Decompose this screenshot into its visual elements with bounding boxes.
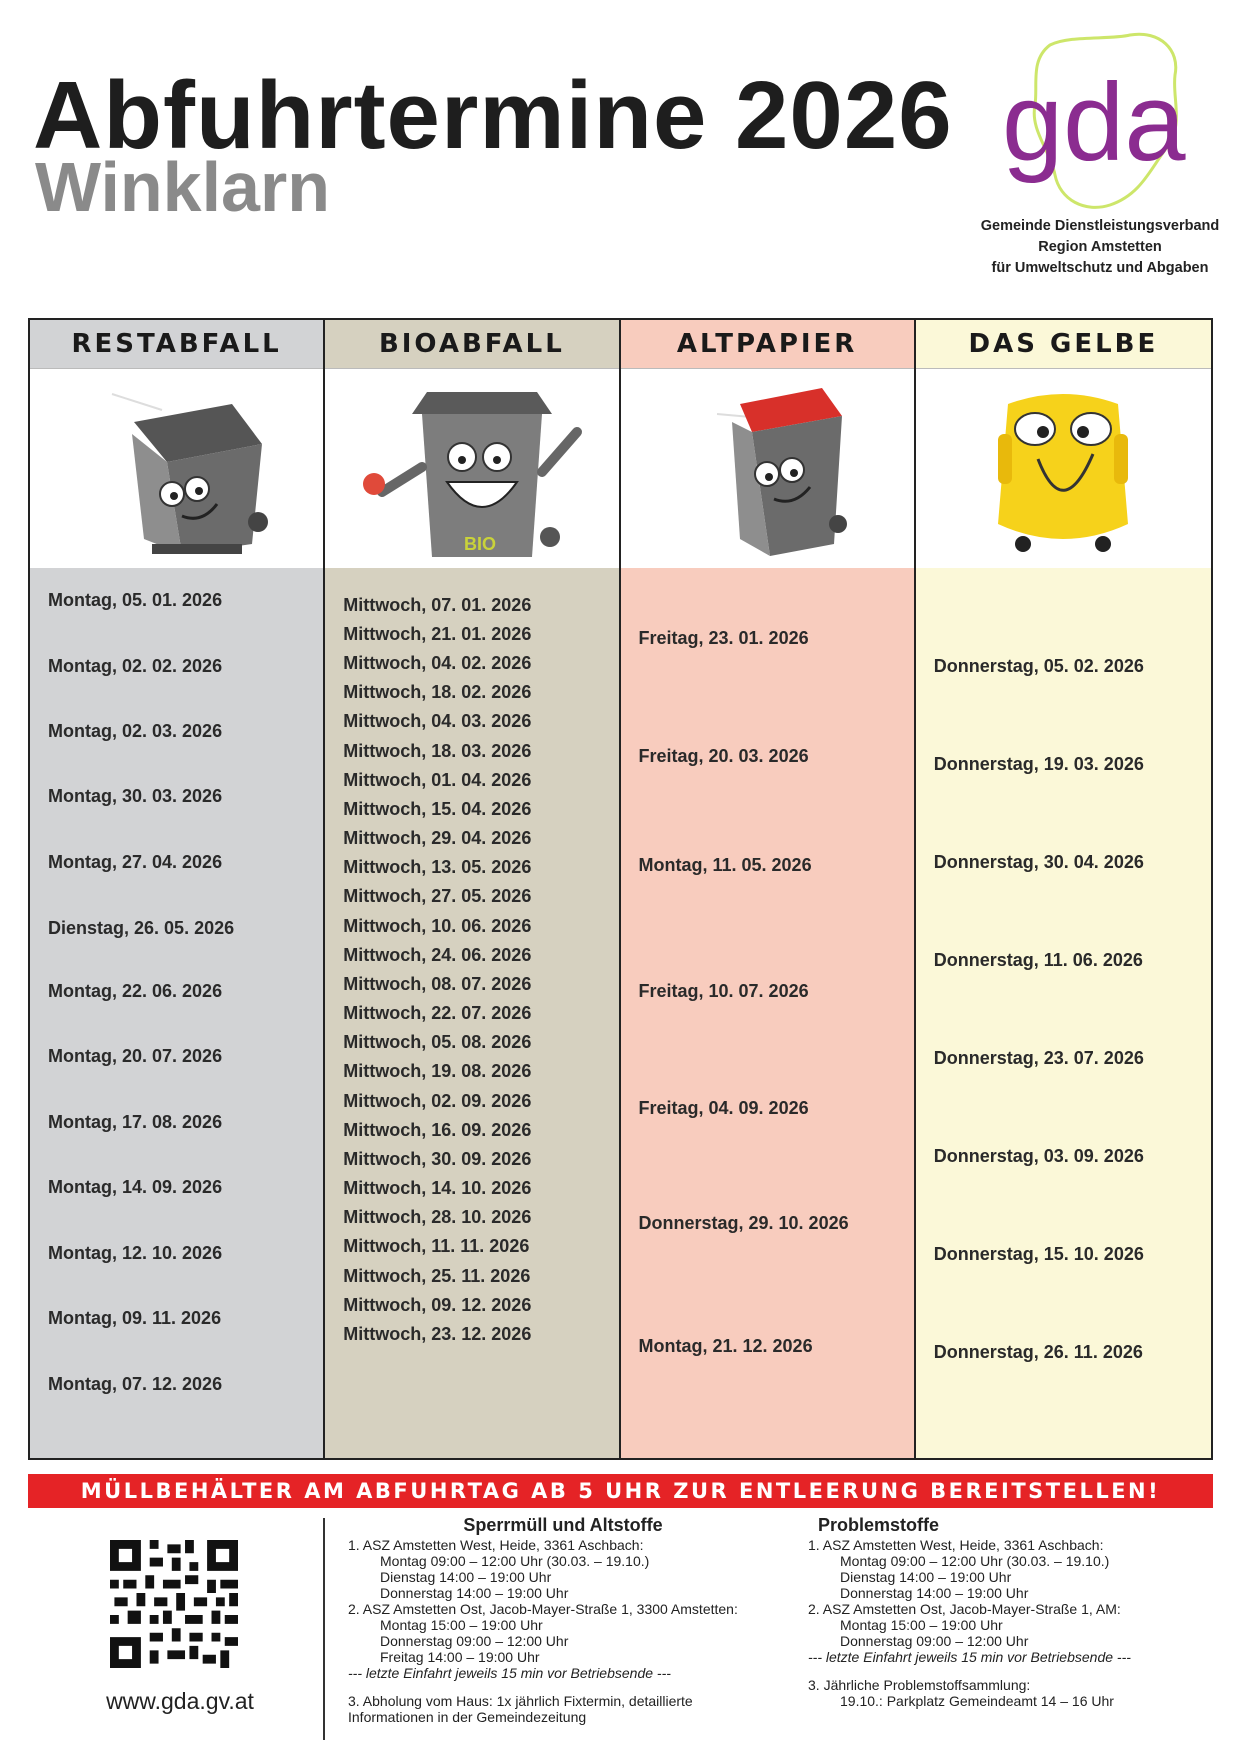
pickup-date: Donnerstag, 26. 11. 2026 [933, 1342, 1143, 1362]
column-altpapier [621, 320, 916, 1458]
info-line: Freitag 14:00 – 19:00 Uhr [380, 1649, 540, 1665]
pickup-date: Mittwoch, 16. 09. 2026 [343, 1120, 532, 1140]
info-line: 2. ASZ Amstetten Ost, Jacob-Mayer-Straße 1, 3300 Amstetten: [348, 1601, 738, 1617]
pickup-date: Mittwoch, 24. 06. 2026 [343, 945, 532, 965]
info-line: 3. Abholung vom Haus: 1x jährlich Fixtermin, detaillierte [348, 1693, 693, 1709]
pickup-date: Mittwoch, 09. 12. 2026 [343, 1295, 532, 1315]
pickup-date: Mittwoch, 13. 05. 2026 [343, 857, 532, 877]
pickup-date: Donnerstag, 03. 09. 2026 [933, 1146, 1144, 1166]
website-link[interactable]: www.gda.gv.at [106, 1688, 254, 1714]
info-line: Informationen in der Gemeindezeitung [348, 1709, 587, 1725]
pickup-date: Montag, 21. 12. 2026 [638, 1336, 813, 1356]
logo-caption-line: Gemeinde Dienstleistungsverband [980, 218, 1220, 234]
bio-bin-icon [342, 372, 602, 567]
pickup-date: Montag, 22. 06. 2026 [48, 981, 223, 1001]
pickup-date: Mittwoch, 04. 03. 2026 [343, 711, 532, 731]
column-heading: DAS GELBE [916, 320, 1211, 369]
pickup-date: Freitag, 04. 09. 2026 [638, 1098, 809, 1118]
column-dates [30, 568, 323, 1458]
page-title: Abfuhrtermine 2026 [33, 62, 953, 169]
section-title: Problemstoffe [818, 1515, 940, 1535]
pickup-date: Donnerstag, 29. 10. 2026 [638, 1213, 849, 1233]
notice-banner: MÜLLBEHÄLTER AM ABFUHRTAG AB 5 UHR ZUR ENTLEERUNG BEREITSTELLEN! [28, 1474, 1213, 1508]
info-line: Montag 15:00 – 19:00 Uhr [840, 1617, 1003, 1633]
grey-bin-icon [72, 374, 282, 564]
pickup-date: Mittwoch, 01. 04. 2026 [343, 770, 532, 790]
pickup-date: Mittwoch, 25. 11. 2026 [343, 1266, 531, 1286]
pickup-date: Mittwoch, 15. 04. 2026 [343, 799, 532, 819]
pickup-date: Mittwoch, 27. 05. 2026 [343, 886, 532, 906]
info-line: Dienstag 14:00 – 19:00 Uhr [380, 1569, 552, 1585]
pickup-date: Montag, 02. 03. 2026 [48, 721, 223, 741]
pickup-date: Mittwoch, 02. 09. 2026 [343, 1091, 532, 1111]
info-line: 1. ASZ Amstetten West, Heide, 3361 Aschbach: [808, 1537, 1104, 1553]
column-bioabfall [325, 320, 620, 1458]
pickup-date: Mittwoch, 11. 11. 2026 [343, 1236, 530, 1256]
pickup-date: Donnerstag, 23. 07. 2026 [933, 1048, 1144, 1068]
pickup-date: Donnerstag, 30. 04. 2026 [933, 852, 1144, 872]
pickup-date: Mittwoch, 14. 10. 2026 [343, 1178, 532, 1198]
pickup-date: Montag, 05. 01. 2026 [48, 590, 223, 610]
qr-code-icon[interactable] [110, 1540, 238, 1668]
pickup-date: Montag, 02. 02. 2026 [48, 656, 223, 676]
pickup-date: Mittwoch, 18. 03. 2026 [343, 741, 532, 761]
pickup-date: Mittwoch, 22. 07. 2026 [343, 1003, 532, 1023]
pickup-date: Freitag, 20. 03. 2026 [638, 746, 809, 766]
pickup-date: Mittwoch, 19. 08. 2026 [343, 1061, 532, 1081]
info-line: Donnerstag 09:00 – 12:00 Uhr [380, 1633, 569, 1649]
pickup-date: Freitag, 23. 01. 2026 [638, 628, 809, 648]
info-line: Donnerstag 14:00 – 19:00 Uhr [840, 1585, 1029, 1601]
info-line: Donnerstag 09:00 – 12:00 Uhr [840, 1633, 1029, 1649]
column-heading: RESTABFALL [30, 320, 323, 369]
gda-logo-icon [990, 30, 1210, 230]
column-dates [325, 568, 618, 1458]
info-line: Montag 09:00 – 12:00 Uhr (30.03. – 19.10.) [380, 1553, 650, 1569]
pickup-date: Montag, 14. 09. 2026 [48, 1177, 223, 1197]
pickup-date: Montag, 09. 11. 2026 [48, 1308, 222, 1328]
info-note: --- letzte Einfahrt jeweils 15 min vor Betriebsende --- [808, 1649, 1131, 1665]
pickup-date: Montag, 12. 10. 2026 [48, 1243, 223, 1263]
info-line: Montag 15:00 – 19:00 Uhr [380, 1617, 543, 1633]
pickup-date: Montag, 17. 08. 2026 [48, 1112, 223, 1132]
info-line: Donnerstag 14:00 – 19:00 Uhr [380, 1585, 569, 1601]
pickup-date: Mittwoch, 07. 01. 2026 [343, 595, 532, 615]
pickup-date: Montag, 07. 12. 2026 [48, 1374, 223, 1394]
page-subtitle: Winklarn [35, 148, 330, 226]
pickup-date: Mittwoch, 23. 12. 2026 [343, 1324, 532, 1344]
pickup-date: Freitag, 10. 07. 2026 [638, 981, 809, 1001]
logo-caption-line: Region Amstetten [1038, 239, 1162, 255]
logo-text: gda [1002, 61, 1186, 184]
info-line: 19.10.: Parkplatz Gemeindeamt 14 – 16 Uhr [840, 1693, 1114, 1709]
pickup-date: Donnerstag, 11. 06. 2026 [933, 950, 1143, 970]
info-line: 2. ASZ Amstetten Ost, Jacob-Mayer-Straße 1, AM: [808, 1601, 1121, 1617]
pickup-date: Montag, 30. 03. 2026 [48, 786, 223, 806]
pickup-date: Mittwoch, 30. 09. 2026 [343, 1149, 532, 1169]
pickup-date: Dienstag, 26. 05. 2026 [48, 918, 235, 938]
column-dates [916, 568, 1211, 1458]
logo-caption-line: für Umweltschutz und Abgaben [991, 260, 1209, 276]
column-heading: BIOABFALL [325, 320, 618, 369]
logo-caption [970, 216, 1230, 279]
pickup-date: Mittwoch, 18. 02. 2026 [343, 682, 532, 702]
paper-bin-icon [662, 374, 872, 564]
column-heading: ALTPAPIER [621, 320, 914, 369]
pickup-date: Mittwoch, 10. 06. 2026 [343, 916, 532, 936]
yellow-bin-icon [973, 374, 1153, 564]
pickup-date: Mittwoch, 21. 01. 2026 [343, 624, 532, 644]
sperrmuell-info [348, 1517, 778, 1725]
pickup-date: Donnerstag, 19. 03. 2026 [933, 754, 1144, 774]
info-line: Montag 09:00 – 12:00 Uhr (30.03. – 19.10.) [840, 1553, 1110, 1569]
pickup-date: Montag, 11. 05. 2026 [638, 855, 812, 875]
pickup-date: Mittwoch, 29. 04. 2026 [343, 828, 532, 848]
info-note: --- letzte Einfahrt jeweils 15 min vor Betriebsende --- [348, 1665, 671, 1681]
pickup-date: Donnerstag, 15. 10. 2026 [933, 1244, 1144, 1264]
column-das-gelbe [916, 320, 1211, 1458]
pickup-date: Donnerstag, 05. 02. 2026 [933, 656, 1144, 676]
problemstoffe-info [808, 1517, 1208, 1709]
pickup-date: Mittwoch, 04. 02. 2026 [343, 653, 532, 673]
info-line: Dienstag 14:00 – 19:00 Uhr [840, 1569, 1012, 1585]
schedule-table [28, 318, 1213, 1460]
column-dates [621, 568, 914, 1458]
pickup-date: Montag, 20. 07. 2026 [48, 1046, 223, 1066]
footer-divider [323, 1518, 325, 1740]
pickup-date: Montag, 27. 04. 2026 [48, 852, 223, 872]
pickup-date: Mittwoch, 05. 08. 2026 [343, 1032, 532, 1052]
pickup-date: Mittwoch, 08. 07. 2026 [343, 974, 532, 994]
section-title: Sperrmüll und Altstoffe [463, 1515, 663, 1535]
column-restabfall [30, 320, 325, 1458]
bin-label: BIO [463, 533, 496, 554]
pickup-date: Mittwoch, 28. 10. 2026 [343, 1207, 532, 1227]
info-line: 1. ASZ Amstetten West, Heide, 3361 Aschbach: [348, 1537, 644, 1553]
info-line: 3. Jährliche Problemstoffsammlung: [808, 1677, 1031, 1693]
